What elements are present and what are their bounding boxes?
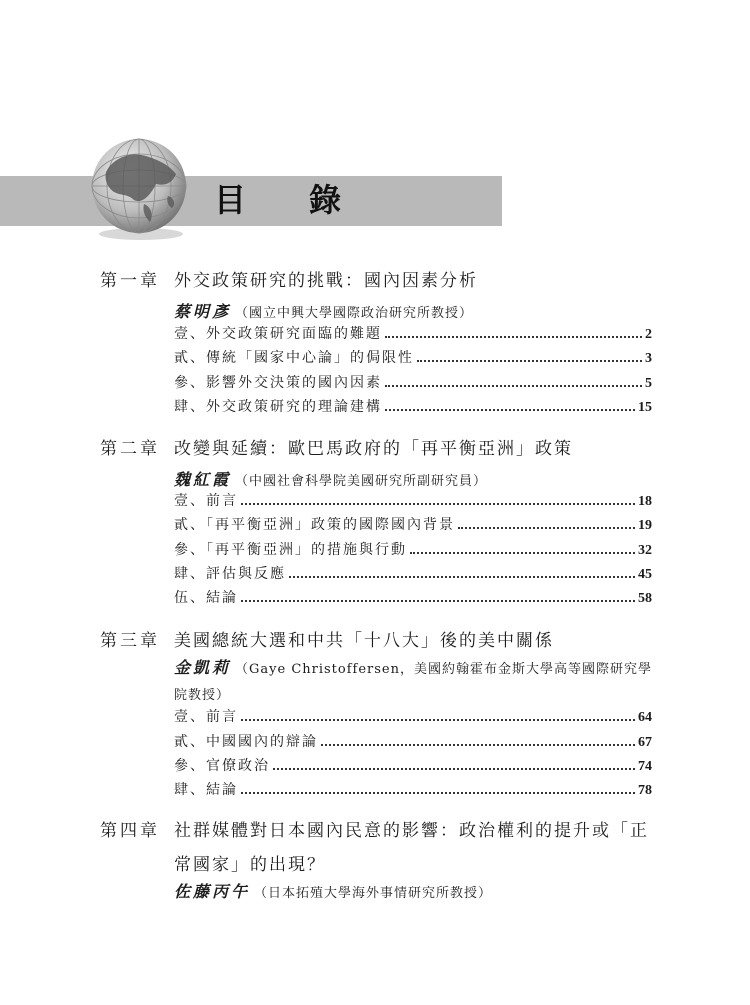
page-number: 45	[638, 567, 652, 582]
leader-dots	[273, 767, 635, 770]
author-name: 魏紅霞	[174, 470, 232, 489]
author-name: 蔡明彥	[174, 302, 232, 321]
page-number: 2	[645, 327, 652, 342]
entry-label: 參、影響外交決策的國內因素	[174, 375, 382, 391]
toc-entry[interactable]	[174, 539, 652, 559]
leader-dots	[241, 599, 635, 602]
entry-label: 壹、外交政策研究面臨的難題	[174, 326, 382, 342]
entry-label: 壹、前言	[174, 493, 238, 509]
leader-dots	[385, 408, 635, 411]
author-affiliation: （日本拓殖大學海外事情研究所教授）	[254, 886, 493, 901]
toc-entry[interactable]	[174, 779, 652, 799]
entry-label: 肆、評估與反應	[174, 566, 286, 582]
page-number: 5	[645, 376, 652, 391]
page-number: 78	[638, 783, 652, 798]
chapter-author	[174, 299, 473, 322]
page-number: 18	[638, 494, 652, 509]
leader-dots	[385, 384, 642, 387]
chapter-title: 社群媒體對日本國內民意的影響：政治權利的提升或「正常國家」的出現？	[174, 821, 649, 875]
chapter-heading	[100, 266, 478, 291]
author-affiliation: （Gaye Christoffersen，美國約翰霍布金斯大學高等國際研究學院教授）	[174, 662, 653, 703]
globe-icon	[84, 134, 194, 244]
toc-entry[interactable]	[174, 731, 652, 751]
toc-entry[interactable]	[174, 347, 652, 367]
author-affiliation: （國立中興大學國際政治研究所教授）	[235, 306, 474, 321]
page-number: 15	[638, 400, 652, 415]
chapter-title: 外交政策研究的挑戰：國內因素分析	[174, 271, 478, 291]
toc-entry[interactable]	[174, 490, 652, 510]
page-number: 74	[638, 759, 652, 774]
toc-entry[interactable]	[174, 755, 652, 775]
page-number: 32	[638, 543, 652, 558]
toc-entry[interactable]	[174, 514, 652, 534]
entry-label: 貳、傳統「國家中心論」的侷限性	[174, 350, 414, 366]
chapter-title: 改變與延續：歐巴馬政府的「再平衡亞洲」政策	[174, 439, 573, 459]
entry-label: 肆、結論	[174, 782, 238, 798]
chapter-author	[174, 467, 487, 490]
page-number: 64	[638, 710, 652, 725]
page-number: 67	[638, 735, 652, 750]
chapter-author	[174, 879, 492, 902]
entry-label: 肆、外交政策研究的理論建構	[174, 399, 382, 415]
leader-dots	[289, 575, 635, 578]
chapter-title: 美國總統大選和中共「十八大」後的美中關係	[174, 631, 554, 651]
chapter-number: 第一章	[100, 271, 160, 291]
entry-label: 貳、「再平衡亞洲」政策的國際國內背景	[174, 517, 455, 533]
entry-label: 貳、中國國內的辯論	[174, 734, 318, 750]
page-number: 58	[638, 591, 652, 606]
chapter-heading	[100, 434, 573, 459]
page-number: 19	[638, 518, 652, 533]
leader-dots	[321, 743, 635, 746]
entry-label: 參、「再平衡亞洲」的措施與行動	[174, 542, 407, 558]
toc-entry[interactable]	[174, 563, 652, 583]
toc-entry[interactable]	[174, 587, 652, 607]
toc-entry[interactable]	[174, 396, 652, 416]
leader-dots	[417, 359, 642, 362]
leader-dots	[410, 551, 635, 554]
leader-dots	[241, 791, 635, 794]
leader-dots	[241, 502, 635, 505]
author-name: 金凱莉	[174, 658, 232, 677]
author-affiliation: （中國社會科學院美國研究所副研究員）	[235, 474, 488, 489]
entry-label: 壹、前言	[174, 709, 238, 725]
leader-dots	[458, 526, 635, 529]
page-title: 目錄	[214, 181, 405, 219]
entry-label: 伍、結論	[174, 590, 238, 606]
author-name: 佐藤丙午	[174, 882, 251, 901]
leader-dots	[241, 718, 635, 721]
toc-entry[interactable]	[174, 323, 652, 343]
toc-entry[interactable]	[174, 372, 652, 392]
leader-dots	[385, 335, 642, 338]
toc-entry[interactable]	[174, 706, 652, 726]
entry-label: 參、官僚政治	[174, 758, 270, 774]
chapter-author	[174, 655, 654, 709]
chapter-number: 第二章	[100, 439, 160, 459]
chapter-number: 第三章	[100, 631, 160, 651]
chapter-number: 第四章	[100, 821, 160, 841]
chapter-heading	[100, 814, 655, 882]
page-number: 3	[645, 351, 652, 366]
chapter-heading	[100, 626, 554, 651]
